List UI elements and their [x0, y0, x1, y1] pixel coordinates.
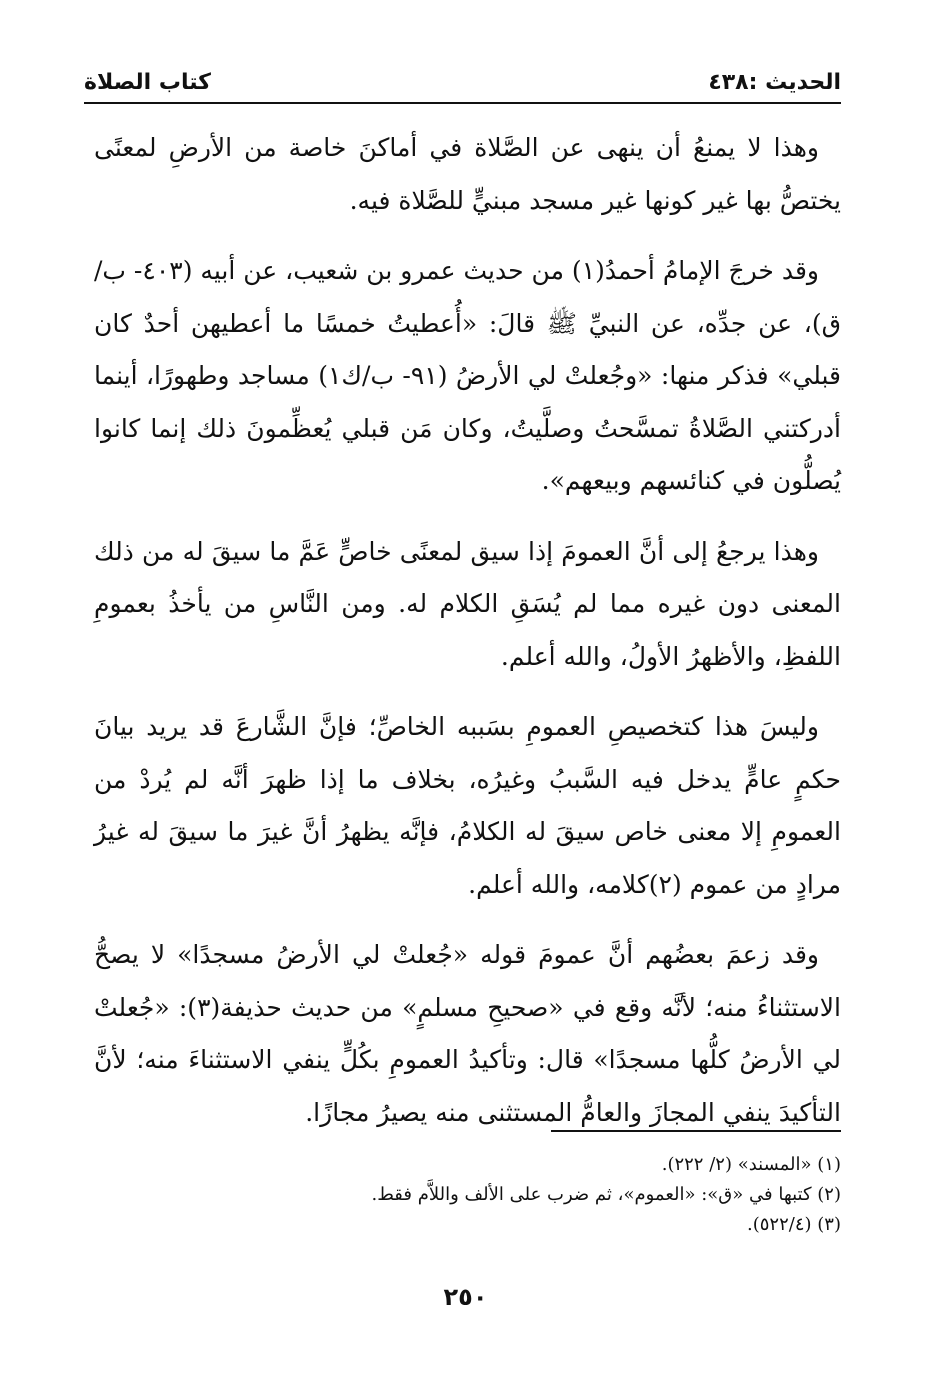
footnote-separator [551, 1130, 841, 1132]
paragraph: وهذا يرجعُ إلى أنَّ العمومَ إذا سيق لمعنًى خاصٍّ عَمَّ ما سيقَ له من ذلك المعنى دون غيره مما لم يُسَقِ الكلام له. ومن النَّاسِ من يأخذُ بعمومِ اللفظِ، والأظهرُ الأولُ، والله أعلم. [94, 536, 841, 671]
footnote: (١) «المسند» (٢/ ٢٢٢). [661, 1154, 841, 1175]
paragraph: وقد خرجَ الإمامُ أحمدُ(١) من حديث عمرو بن شعيب، عن أبيه (٤٠٣- ب/ق)، عن جدِّه، عن النبيِّ ﷺ قالَ: «أُعطيتُ خمسًا ما أعطيهن أحدٌ كان قبلي» فذكر منها: «وجُعلتْ لي الأرضُ (٩١- ب/ك١) مساجد وطهورًا، أينما أدركتني الصَّلاةُ تمسَّحتُ وصلَّيتُ، وكان مَن قبلي يُعظِّمونَ ذلك إنما كانوا يُصلُّون في كنائسهم وبيعهم». [94, 256, 841, 495]
section-title: كتاب الصلاة [84, 69, 211, 95]
paragraph: وقد زعمَ بعضُهم أنَّ عمومَ قوله «جُعلتْ لي الأرضُ مسجدًا» لا يصحُّ الاستثناءُ منه؛ لأنَّه وقع في «صحيحِ مسلمٍ» من حديث حذيفة(٣): «جُعلتْ لي الأرضُ كلُّها مسجدًا» قال: وتأكيدُ العمومِ بكُلٍّ ينفي الاستثناءَ منه؛ لأنَّ التأكيدَ ينفي المجازَ والعامُّ المستثنى منه يصيرُ مجازًا. [94, 940, 841, 1127]
paragraph: وليسَ هذا كتخصيصِ العمومِ بسَببه الخاصِّ؛ فإنَّ الشَّارعَ قد يريد بيانَ حكمٍ عامٍّ يدخل فيه السَّببُ وغيرُه، بخلاف ما إذا ظهرَ أنَّه لم يُردْ من العمومِ إلا معنى خاص سيقَ له الكلامُ، فإنَّه يظهرُ أنَّ غيرَ ما سيقَ له غيرُ مرادٍ من عموم (٢)كلامه، والله أعلم. [94, 712, 841, 899]
footnote: (٢) كتبها في «ق»: «العموم»، ثم ضرب على الألف واللاَّم فقط. [371, 1184, 841, 1205]
main-text [94, 122, 841, 1157]
page-number: ٢٥٠ [443, 1283, 488, 1311]
paragraph: وهذا لا يمنعُ أن ينهى عن الصَّلاة في أماكنَ خاصة من الأرضِ لمعنًى يختصُّ بها غير كونها غير مسجد مبنيٍّ للصَّلاة فيه. [94, 133, 841, 215]
running-header [84, 62, 841, 104]
footnotes [94, 1150, 841, 1240]
footnote: (٣) (٥٢٢/٤). [747, 1214, 841, 1235]
hadith-number-label: الحديث :٤٣٨ [708, 69, 841, 95]
